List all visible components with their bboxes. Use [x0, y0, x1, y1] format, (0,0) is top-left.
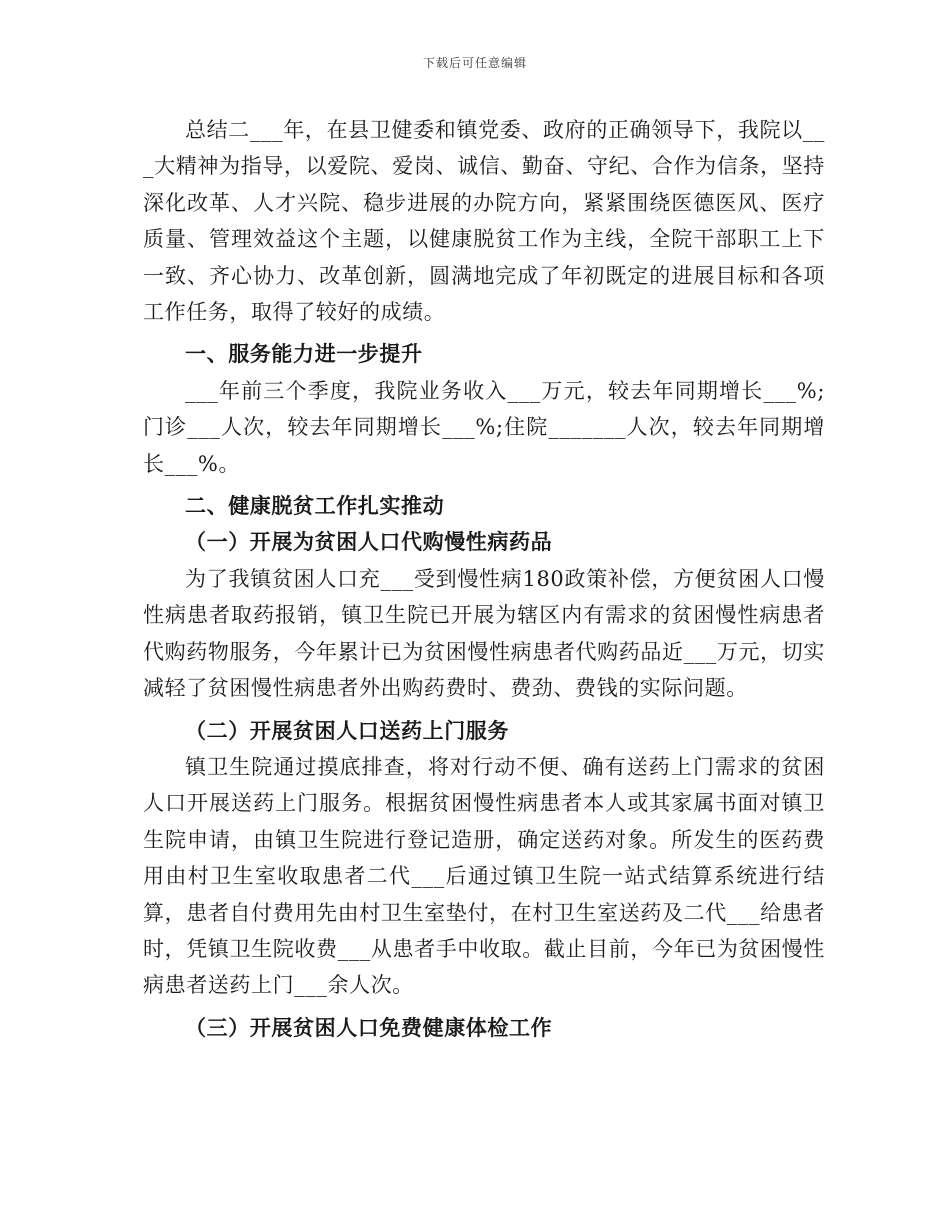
- header-note: 下载后可任意编辑: [422, 56, 527, 70]
- subsection-2-heading: （二）开展贫困人口送药上门服务: [185, 717, 509, 743]
- subsection-3-heading: （三）开展贫困人口免费健康体检工作: [185, 1014, 553, 1040]
- subsection-2-paragraph: 镇卫生院通过摸底排查，将对行动不便、确有送药上门需求的贫困人口开展送药上门服务。根据贫困慢性病患者本人或其家属书面对镇卫生院申请，由镇卫生院进行登记造册，确定送药对象。所发生的医药费用由村卫生室收取患者二代___后通过镇卫生院一站式结算系统进行结算，患者自付费用先由村卫生室垫付，在村卫生室送药及二代___给患者时，凭镇卫生院收费___从患者手中收取。截止目前，今年已为贫困慢性病患者送药上门___余人次。: [143, 754, 825, 998]
- section-2-heading: 二、健康脱贫工作扎实推动: [185, 493, 445, 519]
- subsection-1-paragraph: 为了我镇贫困人口充___受到慢性病180政策补偿，方便贫困人口慢性病患者取药报销，镇卫生院已开展为辖区内有需求的贫困慢性病患者代购药物服务，今年累计已为贫困慢性病患者代购药品近___万元，切实减轻了贫困慢性病患者外出购药费时、费劲、费钱的实际问题。: [143, 566, 825, 701]
- section-1-heading: 一、服务能力进一步提升: [185, 341, 423, 367]
- intro-paragraph: 总结二___年，在县卫健委和镇党委、政府的正确领导下，我院以___大精神为指导，以爱院、爱岗、诚信、勤奋、守纪、合作为信条，坚持深化改革、人才兴院、稳步进展的办院方向，紧紧围绕医德医风、医疗质量、管理效益这个主题，以健康脱贫工作为主线，全院干部职工上下一致、齐心协力、改革创新，圆满地完成了年初既定的进展目标和各项工作任务，取得了较好的成绩。: [143, 118, 825, 325]
- subsection-1-heading: （一）开展为贫困人口代购慢性病药品: [185, 529, 553, 555]
- document-body: [143, 112, 825, 1046]
- section-1-paragraph: ___年前三个季度，我院业务收入___万元，较去年同期增长___%;门诊___人次，较去年同期增长___%;住院_______人次，较去年同期增长___%。: [143, 378, 825, 476]
